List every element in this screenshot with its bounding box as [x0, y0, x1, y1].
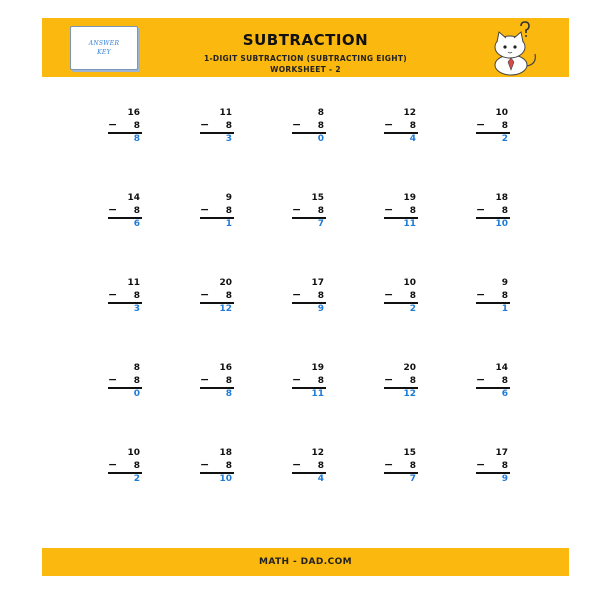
answer: 1 — [225, 219, 232, 229]
problem-item — [88, 193, 148, 233]
answer: 11 — [311, 389, 324, 399]
subtrahend: 8 — [409, 376, 416, 386]
subtrahend: 8 — [501, 291, 508, 301]
subtrahend: 8 — [501, 121, 508, 131]
minus-sign: − — [292, 288, 302, 301]
minuend: 11 — [219, 108, 232, 118]
minuend: 15 — [311, 193, 324, 203]
page-subtitle: 1-DIGIT SUBTRACTION (SUBTRACTING EIGHT) — [204, 54, 407, 63]
problem-item — [364, 278, 424, 318]
subtrahend: 8 — [133, 206, 140, 216]
subtrahend: 8 — [501, 461, 508, 471]
answer: 10 — [219, 474, 232, 484]
minus-sign: − — [476, 458, 486, 471]
footer-banner — [42, 548, 569, 576]
answer: 4 — [409, 134, 416, 144]
minuend: 12 — [311, 448, 324, 458]
problem-item — [272, 363, 332, 403]
minus-sign: − — [200, 458, 210, 471]
minus-sign: − — [292, 203, 302, 216]
worksheet-number: WORKSHEET - 2 — [270, 65, 341, 74]
answer: 6 — [133, 219, 140, 229]
problem-item — [272, 278, 332, 318]
answer-key-line1: ANSWER — [88, 40, 120, 47]
problem-item — [180, 363, 240, 403]
minuend: 11 — [127, 278, 140, 288]
minus-sign: − — [476, 118, 486, 131]
problem-item — [88, 278, 148, 318]
problem-item — [88, 108, 148, 148]
minuend: 12 — [403, 108, 416, 118]
answer: 10 — [495, 219, 508, 229]
answer: 3 — [225, 134, 232, 144]
minuend: 10 — [127, 448, 140, 458]
answer: 7 — [409, 474, 416, 484]
answer: 7 — [317, 219, 324, 229]
problem-item — [456, 193, 516, 233]
minus-sign: − — [200, 288, 210, 301]
minuend: 10 — [495, 108, 508, 118]
problem-item — [272, 108, 332, 148]
minuend: 8 — [317, 108, 324, 118]
subtrahend: 8 — [409, 291, 416, 301]
subtrahend: 8 — [409, 121, 416, 131]
answer: 12 — [219, 304, 232, 314]
subtrahend: 8 — [317, 206, 324, 216]
subtrahend: 8 — [501, 206, 508, 216]
subtrahend: 8 — [225, 291, 232, 301]
site-name: MATH - DAD.COM — [258, 557, 353, 567]
problem-item — [364, 363, 424, 403]
problem-item — [364, 108, 424, 148]
subtrahend: 8 — [133, 461, 140, 471]
minuend: 14 — [127, 193, 140, 203]
problem-item — [180, 448, 240, 488]
answer: 8 — [225, 389, 232, 399]
minus-sign: − — [384, 288, 394, 301]
minus-sign: − — [108, 288, 118, 301]
minuend: 17 — [495, 448, 508, 458]
answer: 4 — [317, 474, 324, 484]
minuend: 15 — [403, 448, 416, 458]
minuend: 18 — [495, 193, 508, 203]
answer-key-line2: KEY — [97, 49, 111, 56]
answer: 6 — [501, 389, 508, 399]
problem-item — [180, 108, 240, 148]
cat-mascot-icon — [487, 20, 543, 76]
minuend: 20 — [403, 363, 416, 373]
subtrahend: 8 — [133, 376, 140, 386]
answer: 1 — [501, 304, 508, 314]
minus-sign: − — [384, 458, 394, 471]
minus-sign: − — [108, 203, 118, 216]
problem-item — [88, 363, 148, 403]
minuend: 9 — [225, 193, 232, 203]
subtrahend: 8 — [317, 461, 324, 471]
minuend: 17 — [311, 278, 324, 288]
subtrahend: 8 — [317, 291, 324, 301]
answer: 12 — [403, 389, 416, 399]
subtrahend: 8 — [225, 121, 232, 131]
problem-item — [272, 448, 332, 488]
minus-sign: − — [292, 458, 302, 471]
problem-item — [456, 448, 516, 488]
answer: 9 — [501, 474, 508, 484]
answer: 9 — [317, 304, 324, 314]
minus-sign: − — [200, 373, 210, 386]
subtrahend: 8 — [409, 206, 416, 216]
subtrahend: 8 — [133, 291, 140, 301]
answer: 3 — [133, 304, 140, 314]
minuend: 20 — [219, 278, 232, 288]
minus-sign: − — [384, 118, 394, 131]
minuend: 19 — [311, 363, 324, 373]
subtrahend: 8 — [225, 206, 232, 216]
minus-sign: − — [108, 458, 118, 471]
minuend: 8 — [133, 363, 140, 373]
problem-item — [88, 448, 148, 488]
subtrahend: 8 — [501, 376, 508, 386]
subtrahend: 8 — [317, 376, 324, 386]
minus-sign: − — [384, 203, 394, 216]
page-title: SUBTRACTION — [242, 31, 369, 49]
answer: 2 — [133, 474, 140, 484]
answer: 11 — [403, 219, 416, 229]
subtrahend: 8 — [225, 376, 232, 386]
answer: 0 — [133, 389, 140, 399]
minus-sign: − — [292, 118, 302, 131]
header-banner — [42, 18, 569, 77]
minus-sign: − — [476, 373, 486, 386]
minuend: 9 — [501, 278, 508, 288]
minus-sign: − — [200, 118, 210, 131]
answer: 8 — [133, 134, 140, 144]
problem-item — [272, 193, 332, 233]
minuend: 14 — [495, 363, 508, 373]
problems-grid — [88, 108, 528, 488]
minuend: 18 — [219, 448, 232, 458]
minus-sign: − — [200, 203, 210, 216]
answer: 2 — [409, 304, 416, 314]
minuend: 16 — [127, 108, 140, 118]
minus-sign: − — [384, 373, 394, 386]
minus-sign: − — [108, 118, 118, 131]
problem-item — [364, 193, 424, 233]
problem-item — [456, 363, 516, 403]
minus-sign: − — [476, 288, 486, 301]
minuend: 16 — [219, 363, 232, 373]
subtrahend: 8 — [133, 121, 140, 131]
minuend: 10 — [403, 278, 416, 288]
subtrahend: 8 — [225, 461, 232, 471]
problem-item — [180, 193, 240, 233]
minus-sign: − — [292, 373, 302, 386]
minuend: 19 — [403, 193, 416, 203]
answer: 0 — [317, 134, 324, 144]
problem-item — [456, 278, 516, 318]
subtrahend: 8 — [317, 121, 324, 131]
problem-item — [180, 278, 240, 318]
minus-sign: − — [476, 203, 486, 216]
problem-item — [456, 108, 516, 148]
answer: 2 — [501, 134, 508, 144]
minus-sign: − — [108, 373, 118, 386]
subtrahend: 8 — [409, 461, 416, 471]
problem-item — [364, 448, 424, 488]
